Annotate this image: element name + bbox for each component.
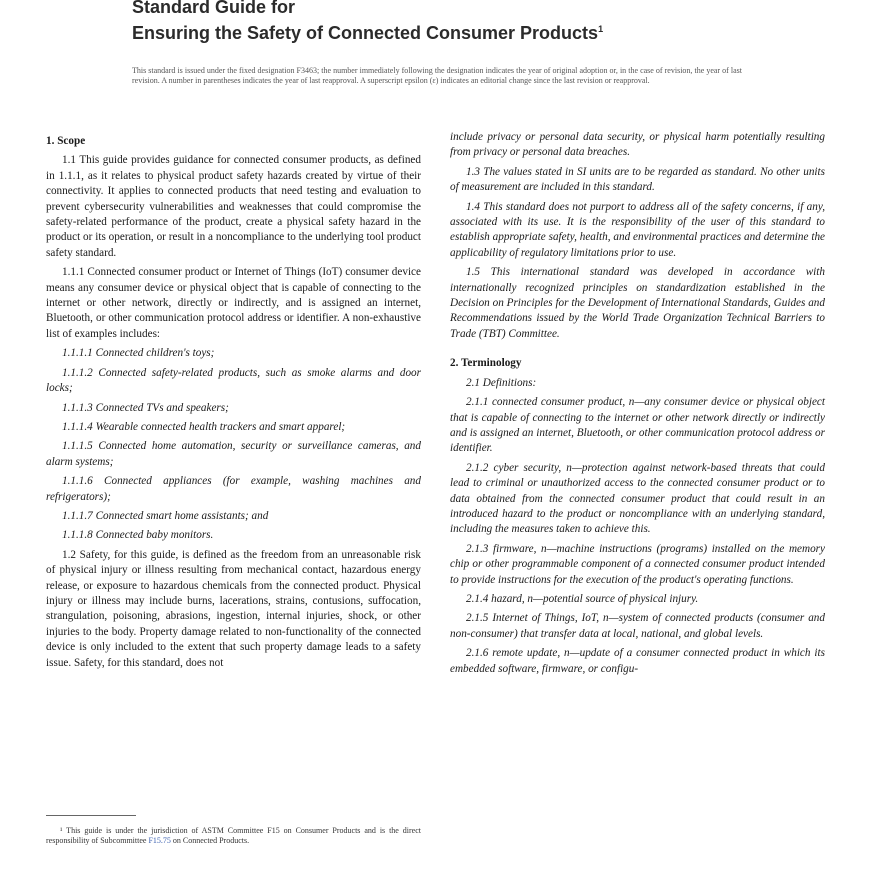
section-heading-scope: 1. Scope [46,135,86,147]
footnote-text: ¹ This guide is under the jurisdiction of ASTM Committee F15 on Consumer Products and is the direct responsibility of Subcommittee [46,826,421,845]
term-2-1-2: 2.1.2 cyber security, n—protection against network-based threats that could lead to criminal or unauthorized access to the connected consumer product or to data obtained from the connected consumer product that could result in an introduced hazard to the product or noncompliance with an underlying standard, including the measures taken to achieve this. [450,461,825,536]
paragraph-continued: include privacy or personal data security, or physical harm potentially resulting from privacy or personal data breaches. [450,131,825,159]
list-item: 1.1.1.3 Connected TVs and speakers; [62,401,229,414]
footnote-text-end: on Connected Products. [170,836,250,845]
section-heading-terminology: 2. Terminology [450,357,522,370]
list-item: 1.1.1.1 Connected children's toys; [62,347,215,360]
list-item: 1.1.1.7 Connected smart home assistants; and [62,509,269,522]
list-item: 1.1.1.6 Connected appliances (for example, washing machines and refrigerators); [46,475,421,503]
title-line-2 [132,18,752,44]
list-item: 1.1.1.5 Connected home automation, security or surveillance cameras, and alarm systems; [46,440,421,468]
paragraph-1-4: 1.4 This standard does not purport to address all of the safety concerns, if any, associated with its use. It is the responsibility of the user of this standard to establish appropriate safety, health, and environmental practices and determine the applicability of regulatory limitations prior to use. [450,200,825,259]
title-footnote-marker: 1 [598,24,604,34]
designation-notice: This standard is issued under the fixed designation F3463; the number immediately following the designation indicates the year of original adoption or, in the case of revision, the year of last revision. A number in parentheses indicates the year of last reapproval. A superscript epsilon (ε) indicates an editorial change since the last revision or reapproval. [132,66,742,85]
term-2-1-4: 2.1.4 hazard, n—potential source of physical injury. [466,592,699,605]
footnote-divider [46,815,136,816]
paragraph-1-1: 1.1 This guide provides guidance for connected consumer products, as defined in 1.1.1, as it relates to physical product safety hazards created by virtue of their connectivity. It applies to connected products that need testing and evaluation to prevent cybersecurity vulnerabilities and weaknesses that could compromise the safety-related performance of the product, create a physical safety hazard in the product or its operation, or result in a noncompliance to the underlying tool product safety standard. [46,154,421,259]
term-2-1-1: 2.1.1 connected consumer product, n—any consumer device or physical object that is capable of connecting to the internet or other network directly or indirectly and is assigned an internet, Bluetooth, or other communication protocol address or identifier. [450,396,825,455]
title-main: Ensuring the Safety of Connected Consumer Products [132,23,599,43]
paragraph-1-3: 1.3 The values stated in SI units are to be regarded as standard. No other units of measurement are included in this standard. [450,165,825,194]
paragraph-1-1-1: 1.1.1 Connected consumer product or Internet of Things (IoT) consumer device means any consumer device or physical object that is capable of connecting to the internet or other network, directly or indirectly, and is assigned an internet, Bluetooth, or other communication protocol address or identifier. A non-exhaustive list of examples includes: [46,266,421,340]
term-2-1-5: 2.1.5 Internet of Things, IoT, n—system of connected products (consumer and non-consumer) that transfer data at local, national, and global levels. [450,612,825,640]
list-item: 1.1.1.2 Connected safety-related products, such as smoke alarms and door locks; [46,366,421,395]
term-2-1-6: 2.1.6 remote update, n—update of a consumer connected product in which its embedded software, firmware, or configu- [450,647,825,675]
term-definitions-heading: 2.1 Definitions: [466,376,537,389]
title-block [132,0,752,44]
title-line-1: Standard Guide for [132,0,296,17]
paragraph-1-2: 1.2 Safety, for this guide, is defined as the freedom from an unreasonable risk of physical injury or illness resulting from mechanical contact, hazardous energy release, or exposure to hazardous chemicals from the connected product. Physical injury or illness may include burns, lacerations, strains, contusions, suffocation, strangulation, poisoning, abrasions, ingestion, internal injuries, shock, or other injuries to the body. Property damage related to non-functionality of the connected device is only included to the extent that such property damage leads to a safety issue. Safety, for this standard, does not [46,548,421,669]
list-item: 1.1.1.4 Wearable connected health trackers and smart apparel; [62,420,346,433]
footnote [46,826,421,846]
right-column [450,130,825,681]
paragraph-1-5: 1.5 This international standard was developed in accordance with internationally recognized principles on standardization established in the Decision on Principles for the Development of International Standards, Guides and Recommendations issued by the World Trade Organization Technical Barriers to Trade (TBT) Committee. [450,266,825,340]
left-column [46,130,421,675]
list-item: 1.1.1.8 Connected baby monitors. [62,529,214,542]
term-2-1-3: 2.1.3 firmware, n—machine instructions (programs) installed on the memory chip or other programmable component of a connected consumer product intended to provide instructions for the execution of the product's operating functions. [450,542,825,586]
subcommittee-link[interactable]: F15.75 [148,836,171,845]
